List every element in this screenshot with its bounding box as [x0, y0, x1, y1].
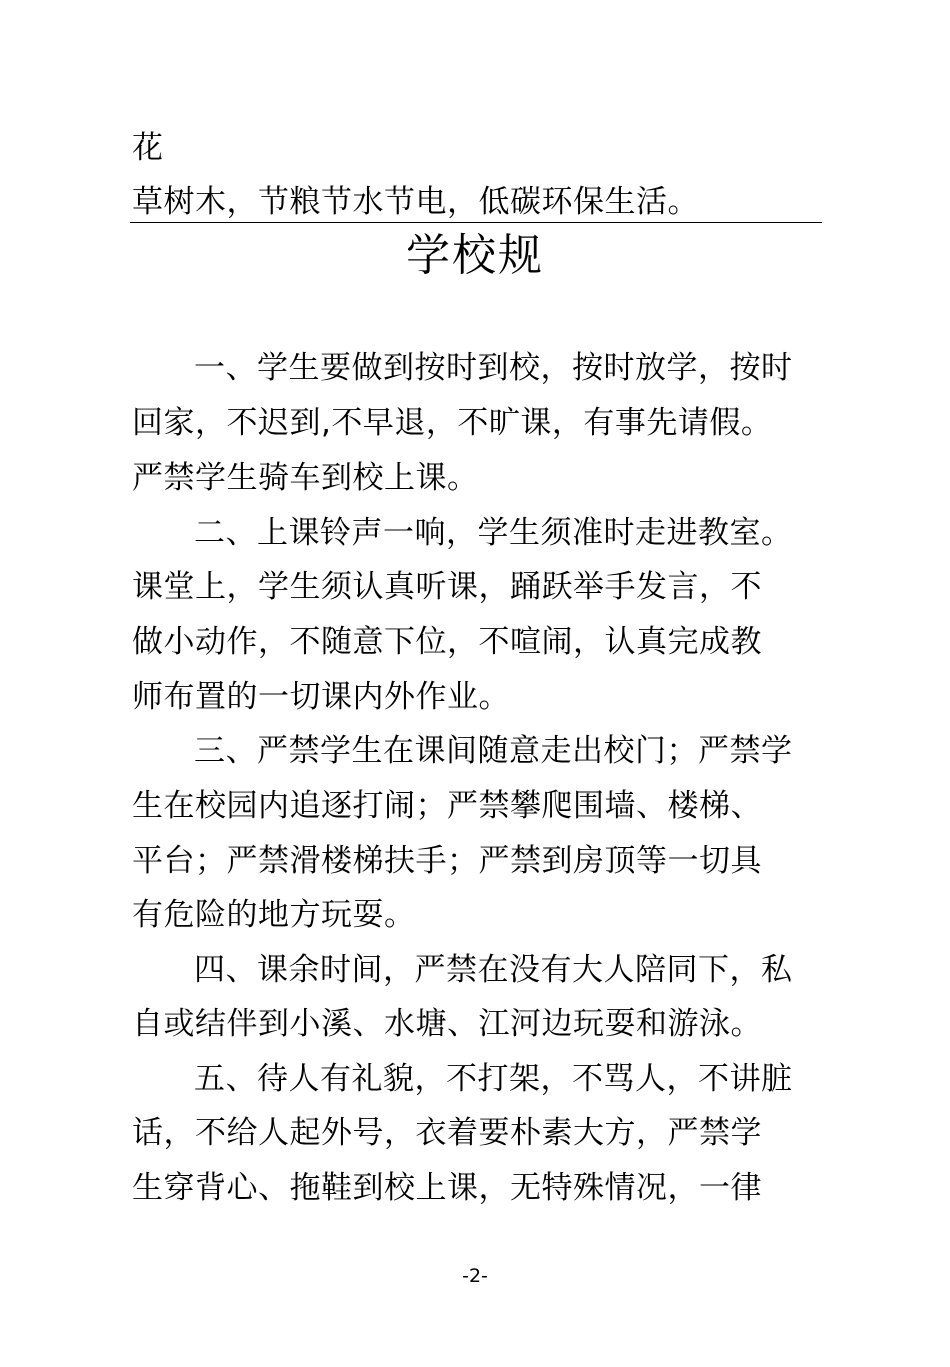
header-divider — [130, 222, 822, 223]
body-line: 做小动作，不随意下位，不喧闹，认真完成教 — [132, 624, 762, 660]
body-line: 五、待人有礼貌，不打架，不骂人，不讲脏 — [194, 1061, 793, 1097]
body-line: 回家，不迟到,不早退，不旷课，有事先请假。 — [132, 405, 773, 441]
body-line: 有危险的地方玩耍。 — [132, 897, 416, 933]
body-line: 自或结伴到小溪、水塘、江河边玩耍和游泳。 — [132, 1006, 762, 1042]
body-line: 严禁学生骑车到校上课。 — [132, 460, 479, 496]
body-line: 课堂上，学生须认真听课，踊跃举手发言，不 — [132, 569, 762, 605]
body-line: 四、课余时间，严禁在没有大人陪同下，私 — [194, 952, 793, 988]
header-fragment-line-1: 花 — [132, 130, 164, 166]
body-line: 三、严禁学生在课间随意走出校门；严禁学 — [194, 733, 793, 769]
body-line: 一、学生要做到按时到校，按时放学，按时 — [194, 350, 793, 386]
body-line: 话，不给人起外号，衣着要朴素大方，严禁学 — [132, 1115, 762, 1151]
page-number: -2- — [462, 1265, 488, 1287]
body-line: 二、上课铃声一响，学生须准时走进教室。 — [194, 515, 793, 551]
body-line: 平台；严禁滑楼梯扶手；严禁到房顶等一切具 — [132, 843, 762, 879]
body-line: 生在校园内追逐打闹；严禁攀爬围墙、楼梯、 — [132, 788, 762, 824]
page-title: 学校规 — [406, 230, 544, 281]
header-fragment-line-2: 草树木，节粮节水节电，低碳环保生活。 — [132, 184, 699, 220]
body-line: 生穿背心、拖鞋到校上课，无特殊情况，一律 — [132, 1170, 762, 1206]
body-line: 师布置的一切课内外作业。 — [132, 679, 510, 715]
